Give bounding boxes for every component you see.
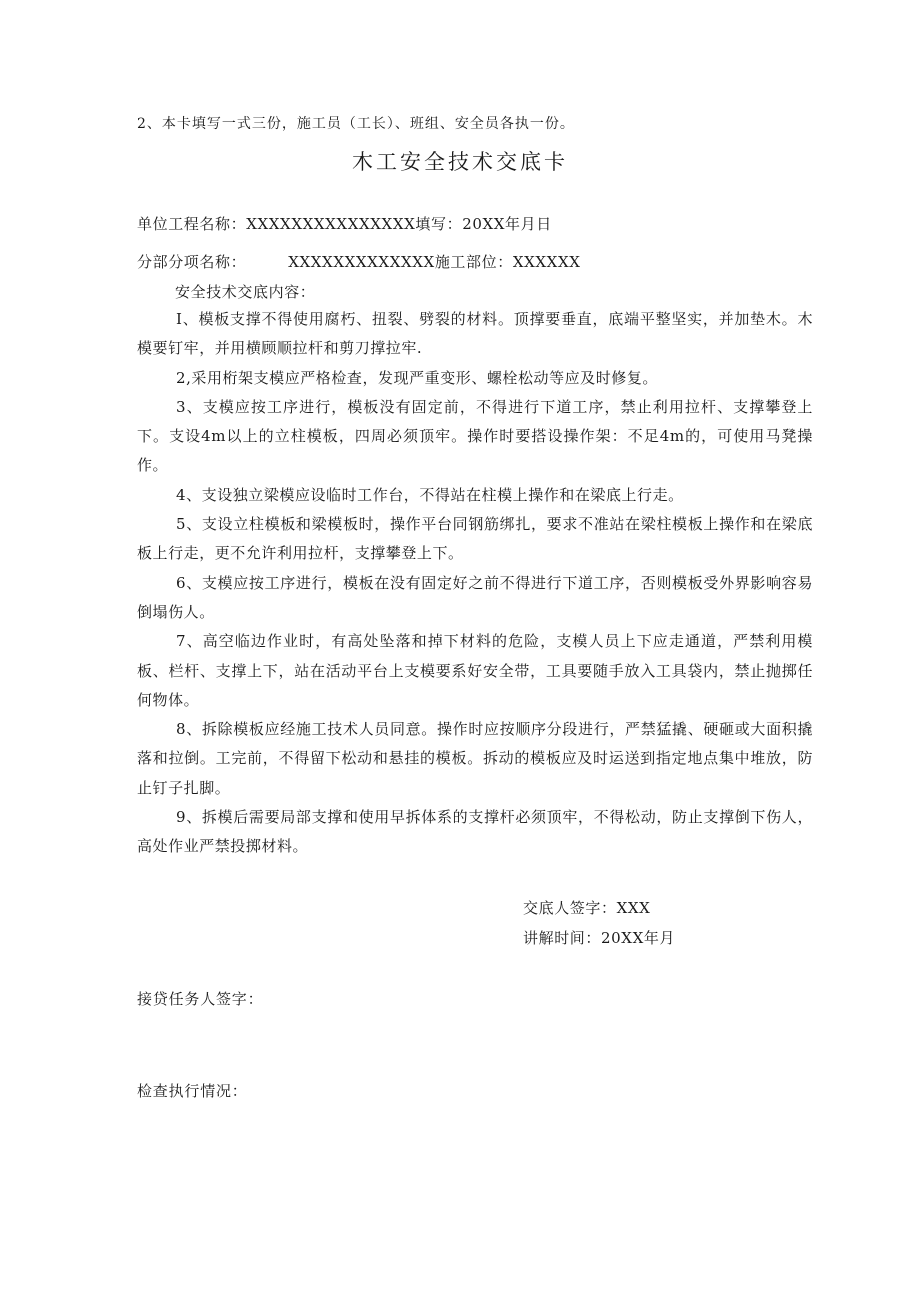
fill-date-label: 填写： bbox=[415, 215, 463, 233]
briefer-signature-value: XXX bbox=[616, 899, 651, 917]
safety-item: 3、支模应按工序进行，模板没有固定前，不得进行下道工序，禁止利用拉杆、支撑攀登上下。支设4m以上的立柱模板，四周必须顶牢。操作时要搭设操作架：不足4m的，可使用马凳操作。 bbox=[137, 397, 813, 475]
safety-items-list bbox=[137, 303, 813, 862]
safety-item: 6、支模应按工序进行，模板在没有固定好之前不得进行下道工序，否则模板受外界影响容易倒塌伤人。 bbox=[137, 573, 813, 621]
safety-item: 7、高空临边作业时，有高处坠落和掉下材料的危险，支模人员上下应走通道，严禁利用模板、栏杆、支撑上下，站在活动平台上支模要系好安全带，工具要随手放入工具袋内，禁止抛掷任何物体。 bbox=[137, 632, 813, 709]
project-name-value: XXXXXXXXXXXXXXX bbox=[246, 215, 416, 233]
content-heading: 安全技术交底内容： bbox=[175, 283, 316, 301]
safety-item: 8、拆除模板应经施工技术人员同意。操作时应按顺序分段进行，严禁猛撬、硬砸或大面积撬落和拉倒。工完前，不得留下松动和悬挂的模板。拆动的模板应及时运送到指定地点集中堆放，防止钉子扎脚。 bbox=[137, 720, 813, 797]
fill-date-value: 20XX年月日 bbox=[462, 215, 552, 233]
safety-item: 2,采用桁架支模应严格检查，发现严重变形、螺栓松动等应及时修复。 bbox=[176, 368, 658, 387]
work-location-value: XXXXXX bbox=[512, 253, 581, 271]
briefer-signature-row bbox=[523, 897, 650, 918]
briefing-time-row bbox=[523, 927, 675, 948]
project-name-label: 单位工程名称： bbox=[137, 215, 247, 233]
safety-item: 4、支设独立梁模应设临时工作台，不得站在柱模上操作和在梁底上行走。 bbox=[176, 485, 684, 504]
receiver-signature-label: 接贷任务人签字： bbox=[137, 990, 264, 1008]
briefing-time-label: 讲解时间： bbox=[523, 929, 602, 947]
safety-item: 5、支设立柱模板和梁模板时，操作平台同钢筋绑扎，要求不准站在梁柱模板上操作和在梁底板上行走，更不允许利用拉杆，支撑攀登上下。 bbox=[137, 515, 813, 563]
page-title: 木工安全技术交底卡 bbox=[352, 150, 568, 174]
briefing-time-value: 20XX年月 bbox=[601, 929, 676, 947]
safety-item: 9、拆模后需要局部支撑和使用早拆体系的支撑杆必须顶牢，不得松动，防止支撑倒下伤人，高处作业严禁投掷材料。 bbox=[137, 808, 813, 856]
safety-item: I、模板支撑不得使用腐朽、扭裂、劈裂的材料。顶撑要垂直，底端平整坚实，并加垫木。木模要钉牢，并用横顾顺拉杆和剪刀撑拉牢. bbox=[137, 310, 813, 358]
briefer-signature-label: 交底人签字： bbox=[523, 899, 617, 917]
subproject-name-label: 分部分项名称： bbox=[137, 253, 247, 271]
subproject-name-value: XXXXXXXXXXXXX bbox=[288, 253, 435, 271]
card-copies-note: 2、本卡填写一式三份，施工员（工长）、班组、安全员各执一份。 bbox=[137, 116, 575, 132]
subproject-info-row bbox=[137, 251, 581, 272]
project-info-row bbox=[137, 213, 552, 234]
inspection-status-label: 检查执行情况： bbox=[137, 1082, 248, 1100]
work-location-label: 施工部位： bbox=[434, 253, 513, 271]
